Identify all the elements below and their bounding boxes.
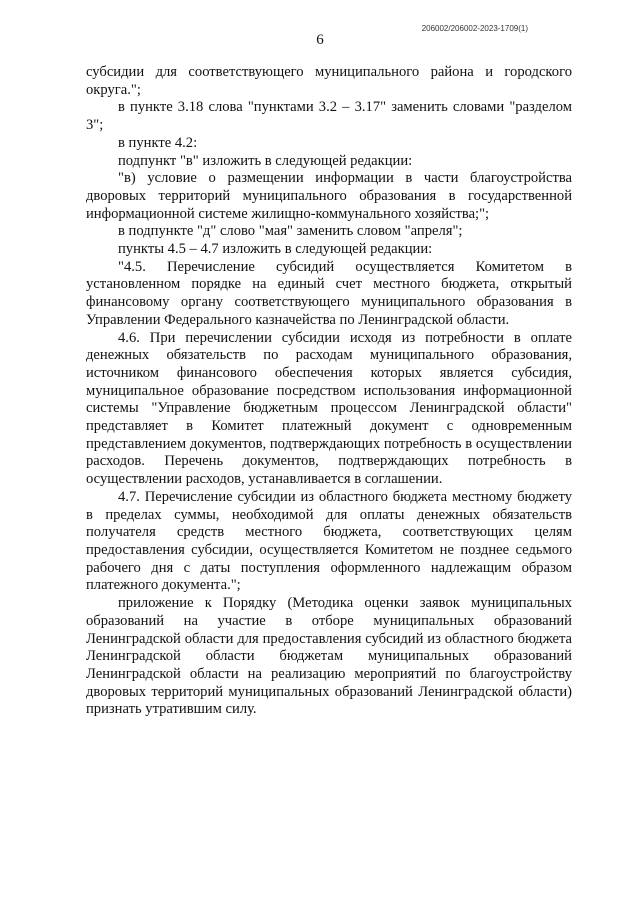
paragraph-item-4-6: 4.6. При перечислении субсидии исходя из потребности в оплате денежных обязательств по расходам муниципального образования, источником финансового обеспечения которых является субсидия, муниципальное образование посредством использования информационной системы "Управление бюджетным процессом Ленинградской области" представляет в Комитет платежный документ с одновременным представлением документов, подтверждающих потребность в осуществлении расходов. Перечень документов, подтверждающих потребность в осуществлении расходов, устанавливается в соглашении.	[86, 329, 572, 488]
paragraph-item-4-5: "4.5. Перечисление субсидий осуществляется Комитетом в установленном порядке на единый счет местного бюджета, открытый финансовому органу соответствующего муниципального образования в Управлении Федерального казначейства по Ленинградской области.	[86, 258, 572, 328]
paragraph-subitem-v-text: "в) условие о размещении информации в части благоустройства дворовых территорий муниципального образования в государственной информационной системе жилищно-коммунального хозяйства;";	[86, 170, 572, 222]
paragraph-appendix: приложение к Порядку (Методика оценки заявок муниципальных образований на участие в отборе муниципальных образований Ленинградской области для предоставления субсидий из областного бюджета Ленинградской области бюджетам муниципальных образований Ленинградской области на реализацию мероприятий по благоустройству дворовых территорий муниципальных образований Ленинградской области) признать утратившим силу.	[86, 595, 572, 718]
page-number: 6	[316, 32, 324, 48]
document-code: 206002/206002-2023-1709(1)	[421, 24, 528, 33]
paragraph-continuation: субсидии для соответствующего муниципального района и городского округа.";	[86, 64, 572, 98]
paragraph-item-4-7: 4.7. Перечисление субсидии из областного бюджета местному бюджету в пределах суммы, необходимой для оплаты денежных обязательств получателя средств местного бюджета, соответствующих целям предоставления субсидии, осуществляется Комитетом не позднее седьмого рабочего дня с даты поступления оформленного надлежащим образом платежного документа.";	[86, 488, 572, 594]
document-body	[86, 64, 572, 719]
paragraph-item-4-2: в пункте 4.2:	[118, 134, 198, 151]
paragraph-items-4-5-4-7-intro: пункты 4.5 – 4.7 изложить в следующей редакции:	[118, 241, 433, 258]
paragraph-subitem-d: в подпункте "д" слово "мая" заменить словом "апреля";	[118, 223, 463, 240]
paragraph-item-3-18: в пункте 3.18 слова "пунктами 3.2 – 3.17" заменить словами "разделом 3";	[86, 99, 572, 134]
paragraph-subitem-v-intro: подпункт "в" изложить в следующей редакции:	[118, 152, 413, 169]
